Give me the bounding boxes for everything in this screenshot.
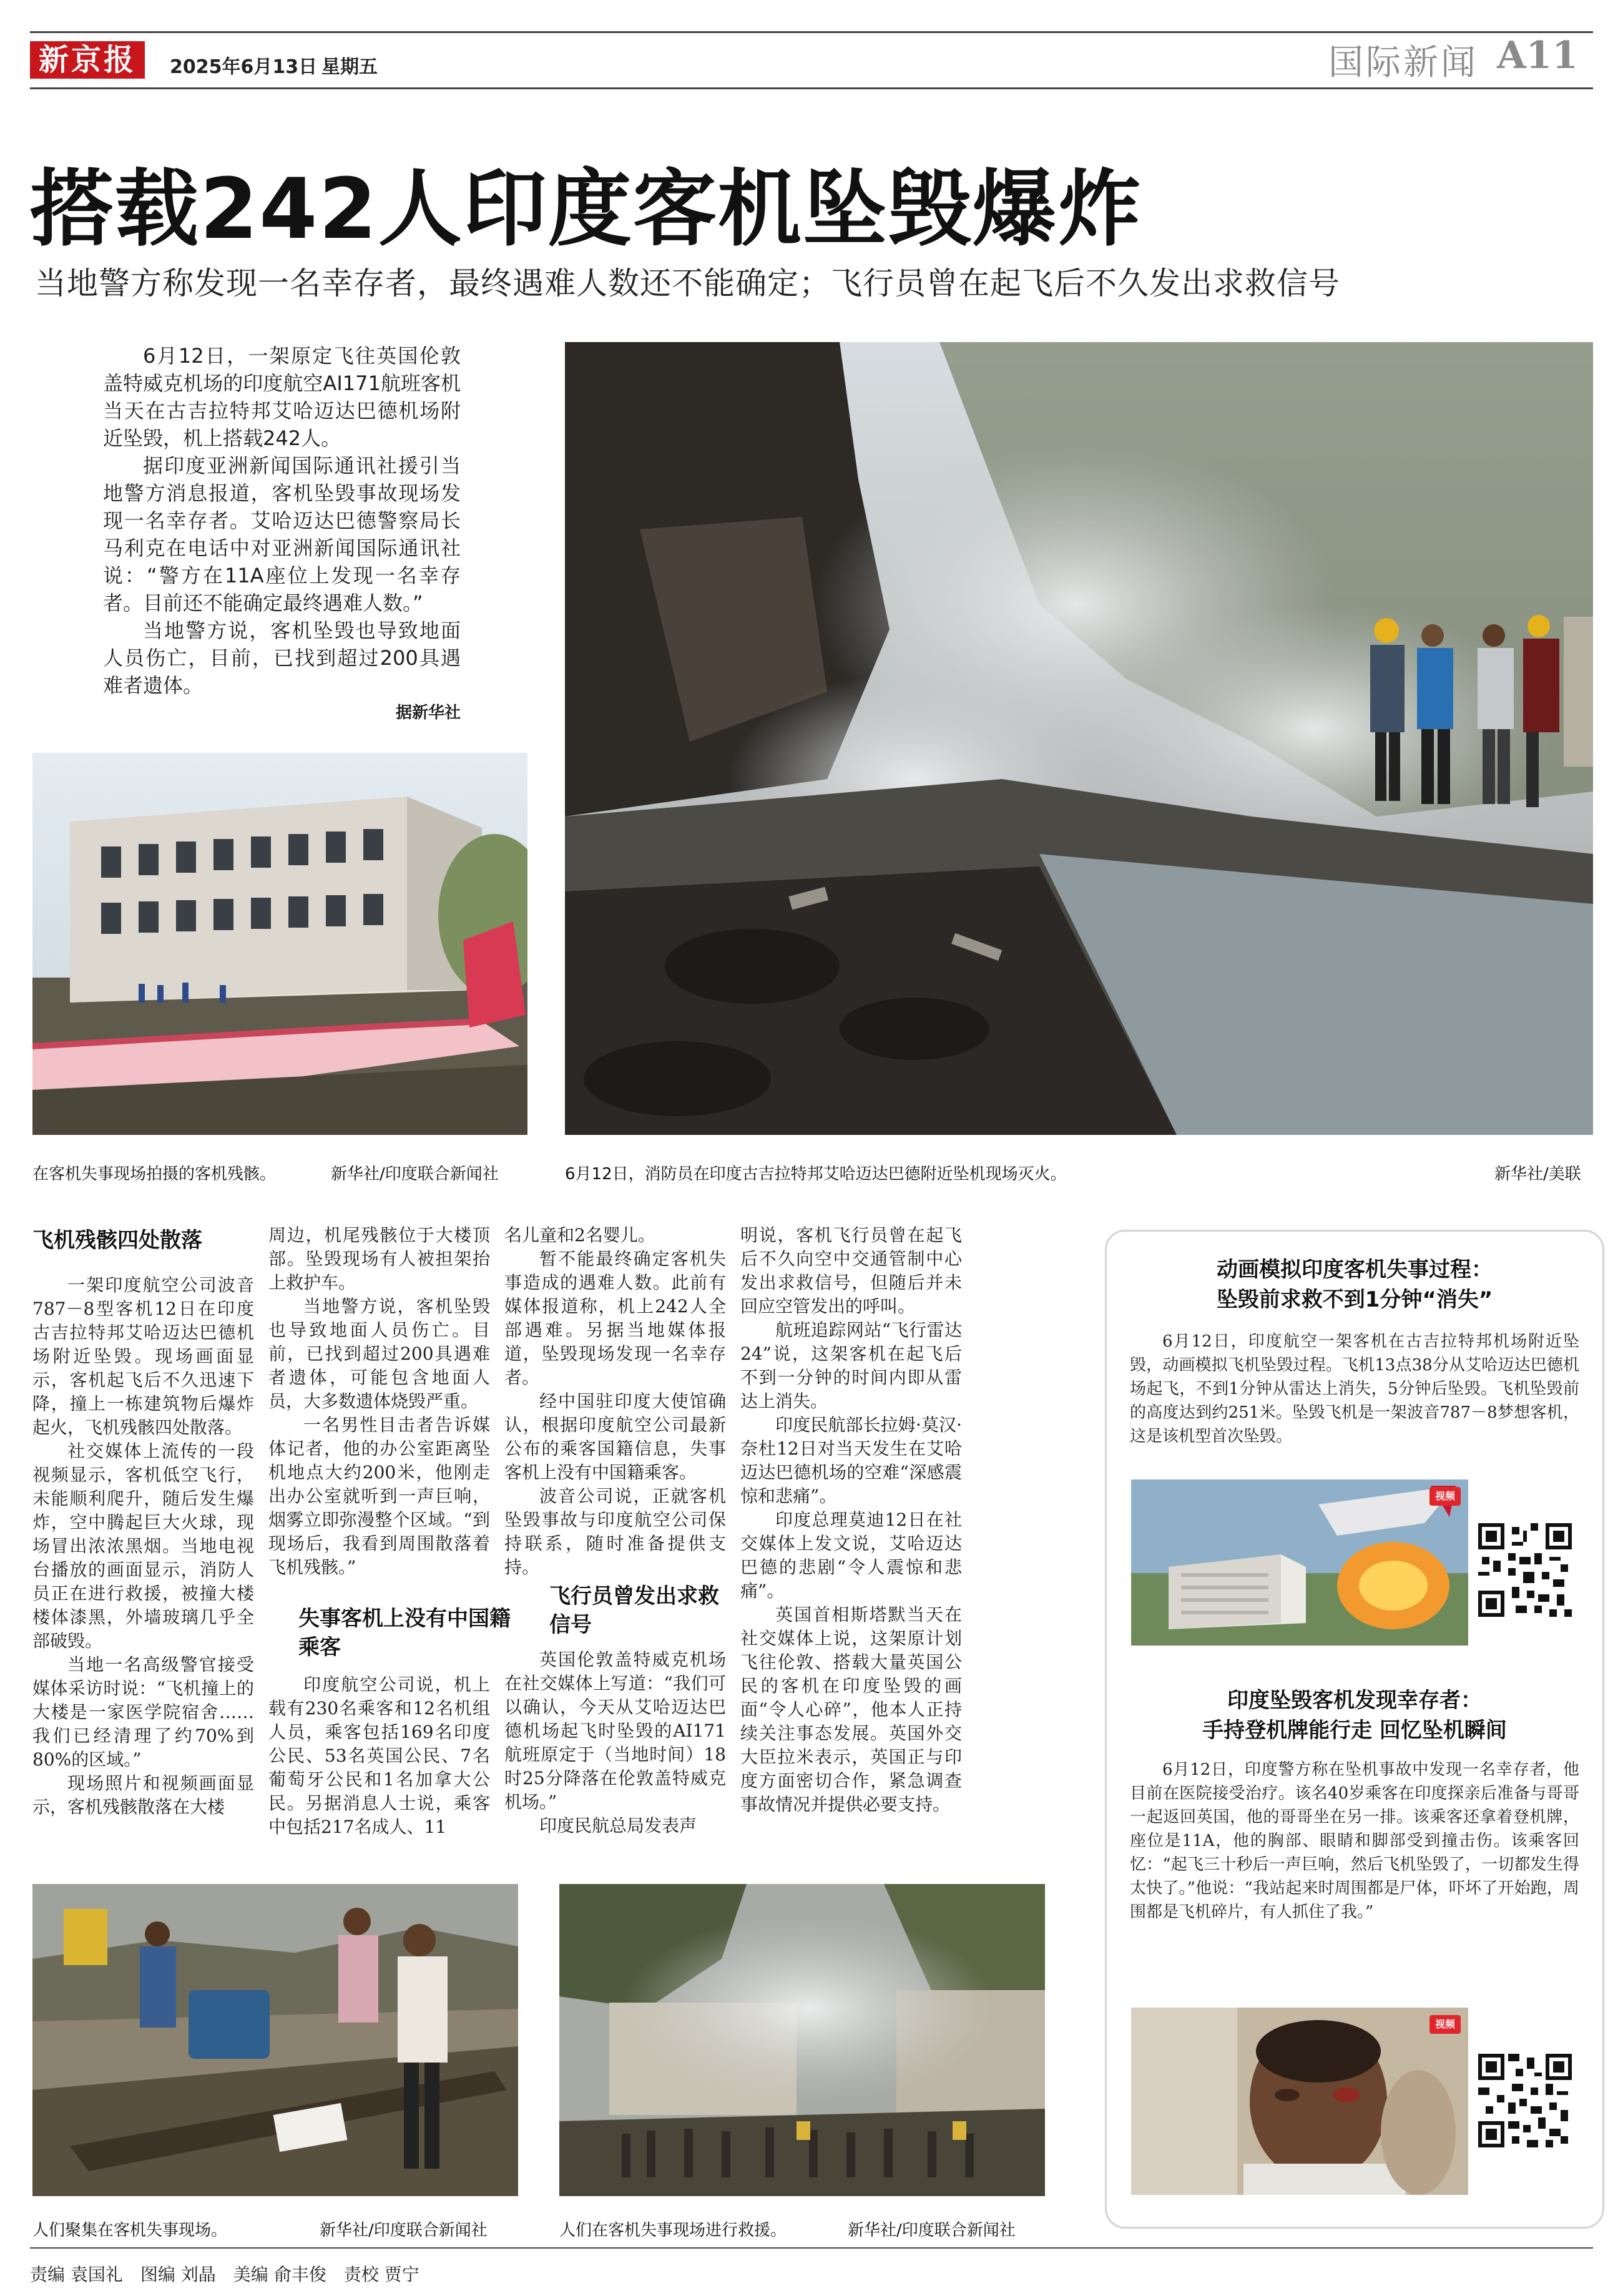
issue-weekday: 星期五 xyxy=(321,56,378,78)
article-paragraph: 社交媒体上流传的一段视频显示，客机低空飞行，未能顺利爬升，随后发生爆炸，空中腾起巨大火球，现场冒出浓浓黑烟。当地电视台播放的画面显示，消防人员正在进行救援，被撞大楼楼体漆黑，外墙玻璃几乎全部破毁。 xyxy=(32,1441,254,1651)
article-paragraph: 印度民航总局发表声 xyxy=(539,1815,697,1836)
sidebar-story2-text xyxy=(1130,1758,1579,1924)
lead-source: 据新华社 xyxy=(395,704,461,722)
subheadline: 当地警方称发现一名幸存者，最终遇难人数还不能确定；飞行员曾在起飞后不久发出求救信号 xyxy=(35,265,1340,302)
crash-building-photo xyxy=(32,753,527,1135)
page-number: A11 xyxy=(1497,34,1579,77)
article-paragraph: 印度民航部长拉姆·莫汉·奈杜12日对当天发生在艾哈迈达巴德机场的空难“深感震惊和悲痛”。 xyxy=(740,1415,962,1506)
building-photo-credit: 新华社/印度联合新闻社 xyxy=(331,1165,499,1184)
section-title-no-chinese-passengers: 失事客机上没有中国籍乘客 xyxy=(298,1606,511,1660)
newspaper-logo: 新京报 xyxy=(30,41,145,79)
crowd-photo-caption: 人们聚集在客机失事现场。 xyxy=(32,2221,228,2240)
section-title-distress-signal: 飞行员曾发出求救信号 xyxy=(549,1584,719,1637)
sidebar-story1-paragraph: 6月12日，印度航空一架客机在古吉拉特邦机场附近坠毁，动画模拟飞机坠毁过程。飞机13点38分从艾哈迈达巴德机场起飞，不到1分钟从雷达上消失，5分钟后坠毁。飞机坠毁前的高度达到约251米。坠毁飞机是一架波音787－8梦想客机，这是该机型首次坠毁。 xyxy=(1130,1332,1579,1446)
article-paragraph: 印度航空公司说，机上载有230名乘客和12名机组人员，乘客包括169名印度公民、53名英国公民、7名葡萄牙公民和1名加拿大公民。另据消息人士说，乘客中包括217名成人、11 xyxy=(268,1674,490,1837)
top-rule xyxy=(30,31,1593,33)
header-rule xyxy=(30,87,1593,89)
crowd-photo-credit: 新华社/印度联合新闻社 xyxy=(320,2221,488,2240)
lead-paragraph: 6月12日，一架原定飞往英国伦敦盖特威克机场的印度航空AI171航班客机当天在古吉拉特邦艾哈迈达巴德机场附近坠毁，机上搭载242人。 xyxy=(103,344,461,450)
article-paragraph: 英国首相斯塔默当天在社交媒体上说，这架原计划飞往伦敦、搭载大量英国公民的客机在印度坠毁的画面“令人心碎”，他本人正持续关注事态发展。英国外交大臣拉米表示，英国正与印度方面密切合作，紧急调查事故情况并提供必要支持。 xyxy=(740,1604,962,1815)
sidebar-story1-text xyxy=(1130,1330,1579,1448)
lead-article xyxy=(103,342,461,727)
article-column-3a xyxy=(504,1224,726,1579)
sidebar-story1-title-line2: 坠毁前求救不到1分钟“消失” xyxy=(1216,1287,1493,1312)
sidebar-story2-title xyxy=(1124,1685,1586,1745)
article-paragraph: 周边，机尾残骸位于大楼顶部。坠毁现场有人被担架抬上救护车。 xyxy=(268,1225,490,1293)
article-paragraph: 一架印度航空公司波音787－8型客机12日在印度古吉拉特邦艾哈迈达巴德机场附近坠毁。现场画面显示，客机起飞后不久迅速下降，撞上一栋建筑物后爆炸起火，飞机残骸四处散落。 xyxy=(32,1275,254,1438)
editor-credits: 责编 袁国礼 图编 刘晶 美编 俞丰俊 责校 贾宁 xyxy=(30,2264,419,2285)
article-column-1 xyxy=(32,1273,254,1819)
article-column-2b xyxy=(268,1673,490,1839)
firefighters-main-photo xyxy=(565,342,1593,1135)
article-paragraph: 航班追踪网站“飞行雷达24”说，这架客机在起飞后不到一分钟的时间内即从雷达上消失。 xyxy=(740,1320,962,1411)
article-paragraph: 现场照片和视频画面显示，客机残骸散落在大楼 xyxy=(32,1773,254,1817)
rescue-at-site-photo xyxy=(559,1884,1045,2196)
rescue-photo-credit: 新华社/印度联合新闻社 xyxy=(848,2221,1016,2240)
rescue-photo-caption: 人们在客机失事现场进行救援。 xyxy=(559,2221,787,2240)
article-paragraph: 一名男性目击者告诉媒体记者，他的办公室距离坠机地点大约200米，他刚走出办公室就听到一声巨响，烟雾立即弥漫整个区域。“到现场后，我看到周围散落着飞机残骸。” xyxy=(268,1415,490,1577)
main-headline: 搭载242人印度客机坠毁爆炸 xyxy=(30,160,1142,258)
sidebar-story2-title-line1: 印度坠毁客机发现幸存者： xyxy=(1227,1688,1482,1713)
article-paragraph: 波音公司说，正就客机坠毁事故与印度航空公司保持联系，随时准备提供支持。 xyxy=(504,1486,726,1577)
article-paragraph: 当地一名高级警官接受媒体采访时说：“飞机撞上的大楼是一家医学院宿舍……我们已经清理了约70%到80%的区域。” xyxy=(32,1654,254,1770)
article-paragraph: 当地警方说，客机坠毁也导致地面人员伤亡。目前，已找到超过200具遇难者遗体，可能包含地面人员，大多数遗体烧毁严重。 xyxy=(268,1296,490,1411)
sidebar-story2-paragraph: 6月12日，印度警方称在坠机事故中发现一名幸存者，他目前在医院接受治疗。该名40岁乘客在印度探亲后准备与哥哥一起返回英国，他的哥哥坐在另一排。该乘客还拿着登机牌，座位是11A，他的胸部、眼睛和脚部受到撞击伤。该乘客回忆：“起飞三十秒后一声巨响，然后飞机坠毁了，一切都发生得太快了。”他说：“我站起来时周围都是尸体，吓坏了开始跑，周围都是飞机碎片，有人抓住了我。” xyxy=(1130,1760,1579,1921)
article-column-3b xyxy=(504,1648,726,1838)
lead-paragraph: 当地警方说，客机坠毁也导致地面人员伤亡，目前，已找到超过200具遇难者遗体。 xyxy=(103,619,461,697)
article-paragraph: 经中国驻印度大使馆确认，根据印度航空公司最新公布的乘客国籍信息，失事客机上没有中国籍乘客。 xyxy=(504,1391,726,1483)
section-title-wreckage: 飞机残骸四处散落 xyxy=(32,1228,202,1253)
qr-code-icon[interactable] xyxy=(1478,1523,1572,1617)
survivor-video-thumbnail[interactable] xyxy=(1131,2008,1468,2195)
building-photo-caption: 在客机失事现场拍摄的客机残骸。 xyxy=(32,1165,277,1184)
video-badge: 视频 xyxy=(1429,1487,1461,1506)
sidebar-story1-title xyxy=(1124,1255,1586,1315)
issue-date: 2025年6月13日 xyxy=(170,56,318,78)
article-paragraph: 暂不能最终确定客机失事造成的遇难人数。此前有媒体报道称，机上242人全部遇难。另据当地媒体报道，坠毁现场发现一名幸存者。 xyxy=(504,1249,726,1388)
article-column-2a xyxy=(268,1224,490,1579)
article-paragraph: 印度总理莫迪12日在社交媒体上发文说，艾哈迈达巴德的悲剧“令人震惊和悲痛”。 xyxy=(740,1509,962,1601)
lead-paragraph: 据印度亚洲新闻国际通讯社援引当地警方消息报道，客机坠毁事故现场发现一名幸存者。艾哈迈达巴德警察局长马利克在电话中对亚洲新闻国际通讯社说：“警方在11A座位上发现一名幸存者。目前还不能确定最终遇难人数。” xyxy=(103,454,461,615)
article-paragraph: 名儿童和2名婴儿。 xyxy=(504,1225,655,1245)
article-column-4 xyxy=(740,1224,962,1817)
crowd-at-site-photo xyxy=(32,1884,518,2196)
video-badge: 视频 xyxy=(1429,2015,1461,2034)
footer-rule xyxy=(30,2247,1593,2249)
animation-video-thumbnail[interactable] xyxy=(1131,1479,1468,1646)
article-paragraph: 英国伦敦盖特威克机场在社交媒体上写道：“我们可以确认，今天从艾哈迈达巴德机场起飞时坠毁的AI171航班原定于（当地时间）18时25分降落在伦敦盖特威克机场。” xyxy=(504,1649,726,1812)
main-photo-caption: 6月12日，消防员在印度古吉拉特邦艾哈迈达巴德附近坠机现场灭火。 xyxy=(565,1165,1067,1184)
section-name: 国际新闻 xyxy=(1328,42,1478,83)
qr-code-icon[interactable] xyxy=(1478,2054,1572,2147)
main-photo-credit: 新华社/美联 xyxy=(1494,1165,1581,1184)
article-paragraph: 明说，客机飞行员曾在起飞后不久向空中交通管制中心发出求救信号，但随后并未回应空管发出的呼叫。 xyxy=(740,1225,962,1317)
sidebar-story2-title-line2: 手持登机牌能行走 回忆坠机瞬间 xyxy=(1202,1718,1507,1743)
sidebar-story1-title-line1: 动画模拟印度客机失事过程： xyxy=(1217,1257,1493,1282)
